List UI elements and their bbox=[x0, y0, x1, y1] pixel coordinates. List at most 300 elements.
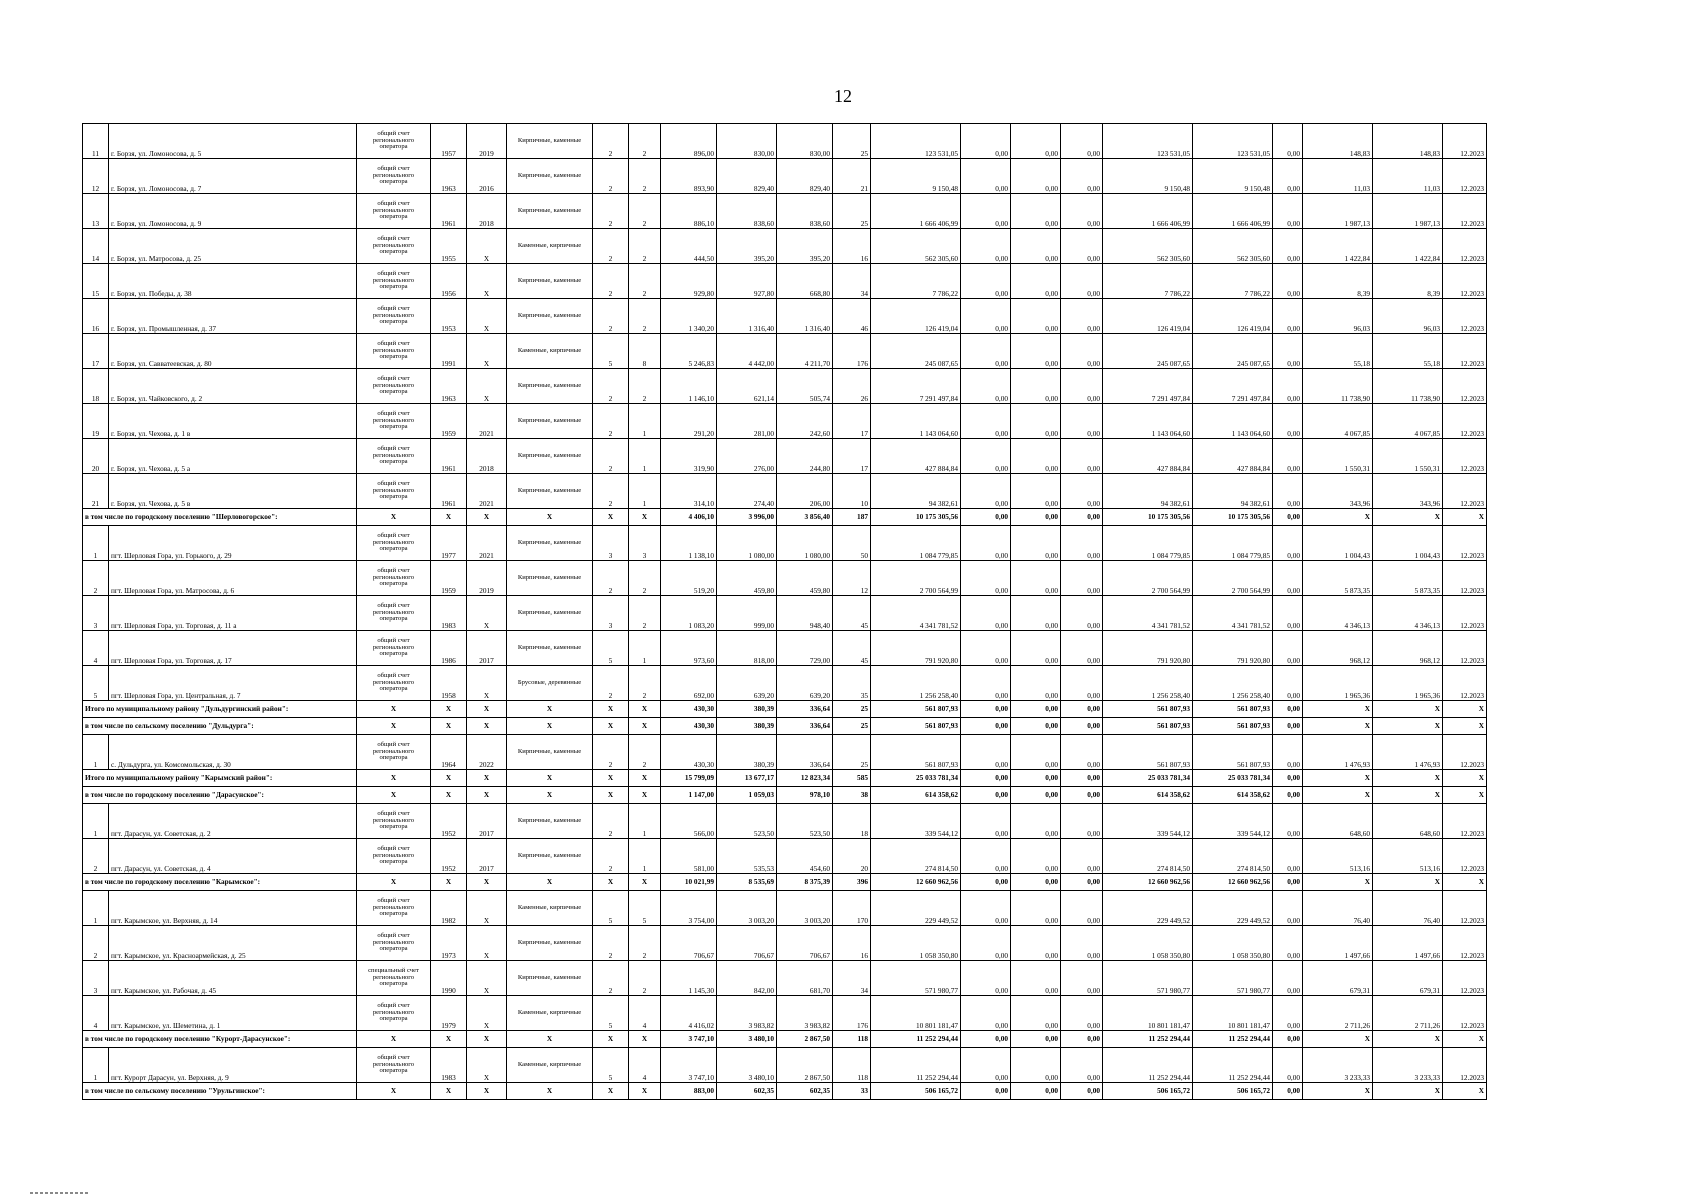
acct-cell: общий счет регионального оператора bbox=[357, 926, 431, 961]
private-area-cell: 206,00 bbox=[777, 474, 833, 509]
year-repair-cell: X bbox=[467, 369, 507, 404]
owners-funds-cell: 94 382,61 bbox=[1103, 474, 1193, 509]
unit-cost-cell: 148,83 bbox=[1303, 124, 1373, 159]
wall-material-cell: Кирпичные, каменные bbox=[507, 561, 593, 596]
unit-cost-cell: 648,60 bbox=[1303, 804, 1373, 839]
fund-cell: 0,00 bbox=[961, 701, 1011, 718]
living-area-cell: 3 996,00 bbox=[717, 509, 777, 526]
floors-cell: 2 bbox=[593, 561, 629, 596]
unit-cost-cell: 343,96 bbox=[1303, 474, 1373, 509]
year-built-cell: 1964 bbox=[431, 735, 467, 770]
table-row bbox=[83, 804, 1487, 839]
acct-cell: общий счет регионального оператора bbox=[357, 631, 431, 666]
regional-budget-cell: 0,00 bbox=[1011, 561, 1061, 596]
cost-total-cell: 571 980,77 bbox=[1193, 961, 1273, 996]
max-unit-cost-cell: 1 476,93 bbox=[1373, 735, 1443, 770]
row-number-cell: 20 bbox=[83, 439, 109, 474]
row-number-cell: 2 bbox=[83, 926, 109, 961]
row-number-cell: 3 bbox=[83, 961, 109, 996]
unit-cost-cell: 1 965,36 bbox=[1303, 666, 1373, 701]
residents-cell: 35 bbox=[833, 666, 871, 701]
regional-budget-cell: 0,00 bbox=[1011, 996, 1061, 1031]
subtotal-row bbox=[83, 874, 1487, 891]
scan-artifact bbox=[30, 1192, 90, 1194]
total-area-cell: 3 747,10 bbox=[661, 1031, 717, 1048]
address-cell: пгт. Дарасун, ул. Советская, д. 2 bbox=[109, 804, 357, 839]
owners-funds-cell: 126 419,04 bbox=[1103, 299, 1193, 334]
other-cell: 0,00 bbox=[1273, 926, 1303, 961]
floors-cell: 2 bbox=[593, 666, 629, 701]
row-number-cell: 1 bbox=[83, 735, 109, 770]
cost-total-cell: 126 419,04 bbox=[1193, 299, 1273, 334]
living-area-cell: 13 677,17 bbox=[717, 770, 777, 787]
unit-cost-cell: 96,03 bbox=[1303, 299, 1373, 334]
year-repair-cell: 2017 bbox=[467, 804, 507, 839]
unit-cost-cell: X bbox=[1303, 1031, 1373, 1048]
total-area-cell: 10 021,99 bbox=[661, 874, 717, 891]
total-area-cell: 1 146,10 bbox=[661, 369, 717, 404]
other-cell: 0,00 bbox=[1273, 770, 1303, 787]
address-cell: г. Борзя, ул. Промышленная, д. 37 bbox=[109, 299, 357, 334]
floors-cell: X bbox=[593, 1031, 629, 1048]
regional-budget-cell: 0,00 bbox=[1011, 264, 1061, 299]
private-area-cell: 3 983,82 bbox=[777, 996, 833, 1031]
residents-cell: 585 bbox=[833, 770, 871, 787]
other-cell: 0,00 bbox=[1273, 874, 1303, 891]
deadline-cell: X bbox=[1443, 874, 1487, 891]
entrances-cell: 2 bbox=[629, 561, 661, 596]
acct-cell: X bbox=[357, 1083, 431, 1100]
total-cost-cell: 126 419,04 bbox=[871, 299, 961, 334]
regional-budget-cell: 0,00 bbox=[1011, 1048, 1061, 1083]
page-number: 12 bbox=[834, 86, 852, 106]
total-area-cell: 4 406,10 bbox=[661, 509, 717, 526]
max-unit-cost-cell: 648,60 bbox=[1373, 804, 1443, 839]
other-cell: 0,00 bbox=[1273, 839, 1303, 874]
private-area-cell: 454,60 bbox=[777, 839, 833, 874]
max-unit-cost-cell: X bbox=[1373, 718, 1443, 735]
cost-total-cell: 123 531,05 bbox=[1193, 124, 1273, 159]
entrances-cell: 2 bbox=[629, 299, 661, 334]
total-area-cell: 1 147,00 bbox=[661, 787, 717, 804]
year-repair-cell: 2021 bbox=[467, 526, 507, 561]
unit-cost-cell: 55,18 bbox=[1303, 334, 1373, 369]
deadline-cell: 12.2023 bbox=[1443, 961, 1487, 996]
local-budget-cell: 0,00 bbox=[1061, 229, 1103, 264]
total-area-cell: 896,00 bbox=[661, 124, 717, 159]
floors-cell: 2 bbox=[593, 264, 629, 299]
max-unit-cost-cell: 1 550,31 bbox=[1373, 439, 1443, 474]
unit-cost-cell: 11 738,90 bbox=[1303, 369, 1373, 404]
owners-funds-cell: 1 058 350,80 bbox=[1103, 926, 1193, 961]
year-built-cell: 1963 bbox=[431, 159, 467, 194]
year-built-cell: 1982 bbox=[431, 891, 467, 926]
table-row bbox=[83, 1048, 1487, 1083]
table-row bbox=[83, 996, 1487, 1031]
unit-cost-cell: 1 476,93 bbox=[1303, 735, 1373, 770]
row-number-cell: 1 bbox=[83, 526, 109, 561]
year-built-cell: 1986 bbox=[431, 631, 467, 666]
residents-cell: 10 bbox=[833, 474, 871, 509]
residents-cell: 12 bbox=[833, 561, 871, 596]
owners-funds-cell: 1 143 064,60 bbox=[1103, 404, 1193, 439]
acct-cell: общий счет регионального оператора bbox=[357, 404, 431, 439]
deadline-cell: X bbox=[1443, 787, 1487, 804]
row-number-cell: 2 bbox=[83, 839, 109, 874]
living-area-cell: 1 080,00 bbox=[717, 526, 777, 561]
entrances-cell: X bbox=[629, 787, 661, 804]
year-built-cell: 1953 bbox=[431, 299, 467, 334]
total-area-cell: 566,00 bbox=[661, 804, 717, 839]
local-budget-cell: 0,00 bbox=[1061, 735, 1103, 770]
fund-cell: 0,00 bbox=[961, 526, 1011, 561]
entrances-cell: 1 bbox=[629, 631, 661, 666]
total-area-cell: 430,30 bbox=[661, 718, 717, 735]
living-area-cell: 3 983,82 bbox=[717, 996, 777, 1031]
other-cell: 0,00 bbox=[1273, 194, 1303, 229]
regional-budget-cell: 0,00 bbox=[1011, 874, 1061, 891]
cost-total-cell: 274 814,50 bbox=[1193, 839, 1273, 874]
living-area-cell: 3 480,10 bbox=[717, 1031, 777, 1048]
private-area-cell: 244,80 bbox=[777, 439, 833, 474]
year-repair-cell: X bbox=[467, 666, 507, 701]
owners-funds-cell: 245 087,65 bbox=[1103, 334, 1193, 369]
row-number-cell: 5 bbox=[83, 666, 109, 701]
year-repair-cell: X bbox=[467, 1031, 507, 1048]
residents-cell: 25 bbox=[833, 194, 871, 229]
private-area-cell: 459,80 bbox=[777, 561, 833, 596]
year-repair-cell: X bbox=[467, 770, 507, 787]
table-row bbox=[83, 926, 1487, 961]
private-area-cell: 336,64 bbox=[777, 718, 833, 735]
fund-cell: 0,00 bbox=[961, 735, 1011, 770]
cost-total-cell: 4 341 781,52 bbox=[1193, 596, 1273, 631]
other-cell: 0,00 bbox=[1273, 891, 1303, 926]
owners-funds-cell: 25 033 781,34 bbox=[1103, 770, 1193, 787]
living-area-cell: 3 480,10 bbox=[717, 1048, 777, 1083]
year-built-cell: 1983 bbox=[431, 596, 467, 631]
floors-cell: X bbox=[593, 874, 629, 891]
private-area-cell: 395,20 bbox=[777, 229, 833, 264]
fund-cell: 0,00 bbox=[961, 159, 1011, 194]
deadline-cell: 12.2023 bbox=[1443, 264, 1487, 299]
fund-cell: 0,00 bbox=[961, 334, 1011, 369]
year-built-cell: 1956 bbox=[431, 264, 467, 299]
year-built-cell: 1963 bbox=[431, 369, 467, 404]
regional-budget-cell: 0,00 bbox=[1011, 194, 1061, 229]
living-area-cell: 276,00 bbox=[717, 439, 777, 474]
entrances-cell: X bbox=[629, 770, 661, 787]
total-cost-cell: 11 252 294,44 bbox=[871, 1048, 961, 1083]
floors-cell: 2 bbox=[593, 735, 629, 770]
row-number-cell: 4 bbox=[83, 996, 109, 1031]
entrances-cell: 2 bbox=[629, 961, 661, 996]
owners-funds-cell: 562 305,60 bbox=[1103, 229, 1193, 264]
private-area-cell: 706,67 bbox=[777, 926, 833, 961]
deadline-cell: X bbox=[1443, 770, 1487, 787]
year-built-cell: 1991 bbox=[431, 334, 467, 369]
year-built-cell: 1958 bbox=[431, 666, 467, 701]
max-unit-cost-cell: X bbox=[1373, 770, 1443, 787]
fund-cell: 0,00 bbox=[961, 961, 1011, 996]
total-cost-cell: 4 341 781,52 bbox=[871, 596, 961, 631]
table-row bbox=[83, 631, 1487, 666]
acct-cell: X bbox=[357, 770, 431, 787]
other-cell: 0,00 bbox=[1273, 404, 1303, 439]
living-area-cell: 1 059,03 bbox=[717, 787, 777, 804]
owners-funds-cell: 1 084 779,85 bbox=[1103, 526, 1193, 561]
floors-cell: 5 bbox=[593, 891, 629, 926]
residents-cell: 17 bbox=[833, 404, 871, 439]
floors-cell: 2 bbox=[593, 804, 629, 839]
regional-budget-cell: 0,00 bbox=[1011, 229, 1061, 264]
local-budget-cell: 0,00 bbox=[1061, 124, 1103, 159]
year-repair-cell: X bbox=[467, 1083, 507, 1100]
total-cost-cell: 229 449,52 bbox=[871, 891, 961, 926]
row-number-cell: 18 bbox=[83, 369, 109, 404]
living-area-cell: 830,00 bbox=[717, 124, 777, 159]
deadline-cell: 12.2023 bbox=[1443, 526, 1487, 561]
other-cell: 0,00 bbox=[1273, 596, 1303, 631]
other-cell: 0,00 bbox=[1273, 229, 1303, 264]
owners-funds-cell: 229 449,52 bbox=[1103, 891, 1193, 926]
fund-cell: 0,00 bbox=[961, 299, 1011, 334]
year-repair-cell: X bbox=[467, 299, 507, 334]
max-unit-cost-cell: 11 738,90 bbox=[1373, 369, 1443, 404]
acct-cell: общий счет регионального оператора bbox=[357, 839, 431, 874]
local-budget-cell: 0,00 bbox=[1061, 787, 1103, 804]
unit-cost-cell: 76,40 bbox=[1303, 891, 1373, 926]
wall-material-cell: Кирпичные, каменные bbox=[507, 124, 593, 159]
acct-cell: общий счет регионального оператора bbox=[357, 1048, 431, 1083]
acct-cell: X bbox=[357, 509, 431, 526]
private-area-cell: 1 316,40 bbox=[777, 299, 833, 334]
floors-cell: X bbox=[593, 509, 629, 526]
table-row bbox=[83, 124, 1487, 159]
fund-cell: 0,00 bbox=[961, 1031, 1011, 1048]
year-built-cell: X bbox=[431, 718, 467, 735]
deadline-cell: 12.2023 bbox=[1443, 299, 1487, 334]
unit-cost-cell: X bbox=[1303, 701, 1373, 718]
fund-cell: 0,00 bbox=[961, 770, 1011, 787]
residents-cell: 25 bbox=[833, 718, 871, 735]
unit-cost-cell: 5 873,35 bbox=[1303, 561, 1373, 596]
table-row bbox=[83, 561, 1487, 596]
residents-cell: 16 bbox=[833, 926, 871, 961]
wall-material-cell: X bbox=[507, 874, 593, 891]
year-repair-cell: X bbox=[467, 874, 507, 891]
wall-material-cell: X bbox=[507, 1083, 593, 1100]
year-repair-cell: 2017 bbox=[467, 631, 507, 666]
local-budget-cell: 0,00 bbox=[1061, 718, 1103, 735]
cost-total-cell: 427 884,84 bbox=[1193, 439, 1273, 474]
fund-cell: 0,00 bbox=[961, 666, 1011, 701]
deadline-cell: X bbox=[1443, 718, 1487, 735]
unit-cost-cell: X bbox=[1303, 770, 1373, 787]
row-number-cell: 4 bbox=[83, 631, 109, 666]
total-area-cell: 706,67 bbox=[661, 926, 717, 961]
wall-material-cell: X bbox=[507, 718, 593, 735]
private-area-cell: 336,64 bbox=[777, 701, 833, 718]
other-cell: 0,00 bbox=[1273, 369, 1303, 404]
regional-budget-cell: 0,00 bbox=[1011, 404, 1061, 439]
cost-total-cell: 1 256 258,40 bbox=[1193, 666, 1273, 701]
private-area-cell: 3 003,20 bbox=[777, 891, 833, 926]
total-cost-cell: 274 814,50 bbox=[871, 839, 961, 874]
total-area-cell: 973,60 bbox=[661, 631, 717, 666]
living-area-cell: 1 316,40 bbox=[717, 299, 777, 334]
residents-cell: 118 bbox=[833, 1048, 871, 1083]
regional-budget-cell: 0,00 bbox=[1011, 159, 1061, 194]
subtotal-label-cell: в том числе по городскому поселению "Курорт-Дарасунское": bbox=[83, 1031, 357, 1048]
address-cell: пгт. Карымское, ул. Красноармейская, д. 25 bbox=[109, 926, 357, 961]
total-area-cell: 929,80 bbox=[661, 264, 717, 299]
subtotal-label-cell: Итого по муниципальному району "Карымский район": bbox=[83, 770, 357, 787]
table-row bbox=[83, 891, 1487, 926]
wall-material-cell: X bbox=[507, 1031, 593, 1048]
year-built-cell: 1961 bbox=[431, 439, 467, 474]
wall-material-cell: Кирпичные, каменные bbox=[507, 631, 593, 666]
year-repair-cell: X bbox=[467, 509, 507, 526]
cost-total-cell: 245 087,65 bbox=[1193, 334, 1273, 369]
floors-cell: 2 bbox=[593, 839, 629, 874]
entrances-cell: 2 bbox=[629, 194, 661, 229]
floors-cell: 2 bbox=[593, 404, 629, 439]
residents-cell: 25 bbox=[833, 124, 871, 159]
year-repair-cell: 2016 bbox=[467, 159, 507, 194]
max-unit-cost-cell: X bbox=[1373, 874, 1443, 891]
year-repair-cell: X bbox=[467, 596, 507, 631]
residents-cell: 170 bbox=[833, 891, 871, 926]
living-area-cell: 818,00 bbox=[717, 631, 777, 666]
wall-material-cell: Кирпичные, каменные bbox=[507, 299, 593, 334]
other-cell: 0,00 bbox=[1273, 334, 1303, 369]
address-cell: г. Борзя, ул. Чехова, д. 5 а bbox=[109, 439, 357, 474]
unit-cost-cell: 968,12 bbox=[1303, 631, 1373, 666]
cost-total-cell: 561 807,93 bbox=[1193, 735, 1273, 770]
other-cell: 0,00 bbox=[1273, 474, 1303, 509]
acct-cell: общий счет регионального оператора bbox=[357, 804, 431, 839]
acct-cell: X bbox=[357, 718, 431, 735]
max-unit-cost-cell: 1 497,66 bbox=[1373, 926, 1443, 961]
residents-cell: 396 bbox=[833, 874, 871, 891]
total-area-cell: 1 145,30 bbox=[661, 961, 717, 996]
owners-funds-cell: 9 150,48 bbox=[1103, 159, 1193, 194]
regional-budget-cell: 0,00 bbox=[1011, 439, 1061, 474]
local-budget-cell: 0,00 bbox=[1061, 404, 1103, 439]
wall-material-cell: Каменные, кирпичные bbox=[507, 229, 593, 264]
unit-cost-cell: 2 711,26 bbox=[1303, 996, 1373, 1031]
unit-cost-cell: 1 004,43 bbox=[1303, 526, 1373, 561]
total-cost-cell: 7 786,22 bbox=[871, 264, 961, 299]
deadline-cell: 12.2023 bbox=[1443, 631, 1487, 666]
fund-cell: 0,00 bbox=[961, 404, 1011, 439]
cost-total-cell: 10 175 305,56 bbox=[1193, 509, 1273, 526]
address-cell: г. Борзя, ул. Савватеевская, д. 80 bbox=[109, 334, 357, 369]
private-area-cell: 948,40 bbox=[777, 596, 833, 631]
entrances-cell: 1 bbox=[629, 804, 661, 839]
unit-cost-cell: 1 497,66 bbox=[1303, 926, 1373, 961]
total-area-cell: 893,90 bbox=[661, 159, 717, 194]
acct-cell: общий счет регионального оператора bbox=[357, 299, 431, 334]
year-built-cell: 1959 bbox=[431, 561, 467, 596]
entrances-cell: X bbox=[629, 1083, 661, 1100]
cost-total-cell: 229 449,52 bbox=[1193, 891, 1273, 926]
fund-cell: 0,00 bbox=[961, 124, 1011, 159]
living-area-cell: 842,00 bbox=[717, 961, 777, 996]
acct-cell: общий счет регионального оператора bbox=[357, 526, 431, 561]
entrances-cell: 1 bbox=[629, 439, 661, 474]
acct-cell: общий счет регионального оператора bbox=[357, 996, 431, 1031]
year-built-cell: 1959 bbox=[431, 404, 467, 439]
table-row bbox=[83, 596, 1487, 631]
table-row bbox=[83, 735, 1487, 770]
max-unit-cost-cell: 1 422,84 bbox=[1373, 229, 1443, 264]
unit-cost-cell: X bbox=[1303, 718, 1373, 735]
fund-cell: 0,00 bbox=[961, 874, 1011, 891]
owners-funds-cell: 4 341 781,52 bbox=[1103, 596, 1193, 631]
year-built-cell: X bbox=[431, 509, 467, 526]
total-cost-cell: 1 143 064,60 bbox=[871, 404, 961, 439]
deadline-cell: 12.2023 bbox=[1443, 596, 1487, 631]
row-number-cell: 12 bbox=[83, 159, 109, 194]
cost-total-cell: 1 666 406,99 bbox=[1193, 194, 1273, 229]
table-row bbox=[83, 159, 1487, 194]
owners-funds-cell: 7 291 497,84 bbox=[1103, 369, 1193, 404]
residents-cell: 46 bbox=[833, 299, 871, 334]
total-area-cell: 3 747,10 bbox=[661, 1048, 717, 1083]
floors-cell: 2 bbox=[593, 961, 629, 996]
deadline-cell: 12.2023 bbox=[1443, 666, 1487, 701]
subtotal-row bbox=[83, 718, 1487, 735]
subtotal-row bbox=[83, 1083, 1487, 1100]
deadline-cell: 12.2023 bbox=[1443, 124, 1487, 159]
local-budget-cell: 0,00 bbox=[1061, 926, 1103, 961]
year-repair-cell: 2021 bbox=[467, 474, 507, 509]
private-area-cell: 4 211,70 bbox=[777, 334, 833, 369]
total-cost-cell: 10 801 181,47 bbox=[871, 996, 961, 1031]
residents-cell: 16 bbox=[833, 229, 871, 264]
year-built-cell: 1977 bbox=[431, 526, 467, 561]
wall-material-cell: Кирпичные, каменные bbox=[507, 404, 593, 439]
fund-cell: 0,00 bbox=[961, 1048, 1011, 1083]
living-area-cell: 639,20 bbox=[717, 666, 777, 701]
total-cost-cell: 123 531,05 bbox=[871, 124, 961, 159]
deadline-cell: X bbox=[1443, 1083, 1487, 1100]
entrances-cell: 2 bbox=[629, 159, 661, 194]
floors-cell: 2 bbox=[593, 194, 629, 229]
living-area-cell: 999,00 bbox=[717, 596, 777, 631]
entrances-cell: 2 bbox=[629, 735, 661, 770]
residents-cell: 18 bbox=[833, 804, 871, 839]
regional-budget-cell: 0,00 bbox=[1011, 891, 1061, 926]
local-budget-cell: 0,00 bbox=[1061, 770, 1103, 787]
owners-funds-cell: 571 980,77 bbox=[1103, 961, 1193, 996]
other-cell: 0,00 bbox=[1273, 1031, 1303, 1048]
living-area-cell: 380,39 bbox=[717, 735, 777, 770]
local-budget-cell: 0,00 bbox=[1061, 596, 1103, 631]
unit-cost-cell: X bbox=[1303, 1083, 1373, 1100]
registry-table bbox=[82, 123, 1487, 1100]
private-area-cell: 639,20 bbox=[777, 666, 833, 701]
residents-cell: 38 bbox=[833, 787, 871, 804]
deadline-cell: 12.2023 bbox=[1443, 926, 1487, 961]
subtotal-label-cell: в том числе по городскому поселению "Карымское": bbox=[83, 874, 357, 891]
floors-cell: 3 bbox=[593, 526, 629, 561]
table-row bbox=[83, 229, 1487, 264]
residents-cell: 45 bbox=[833, 596, 871, 631]
regional-budget-cell: 0,00 bbox=[1011, 770, 1061, 787]
